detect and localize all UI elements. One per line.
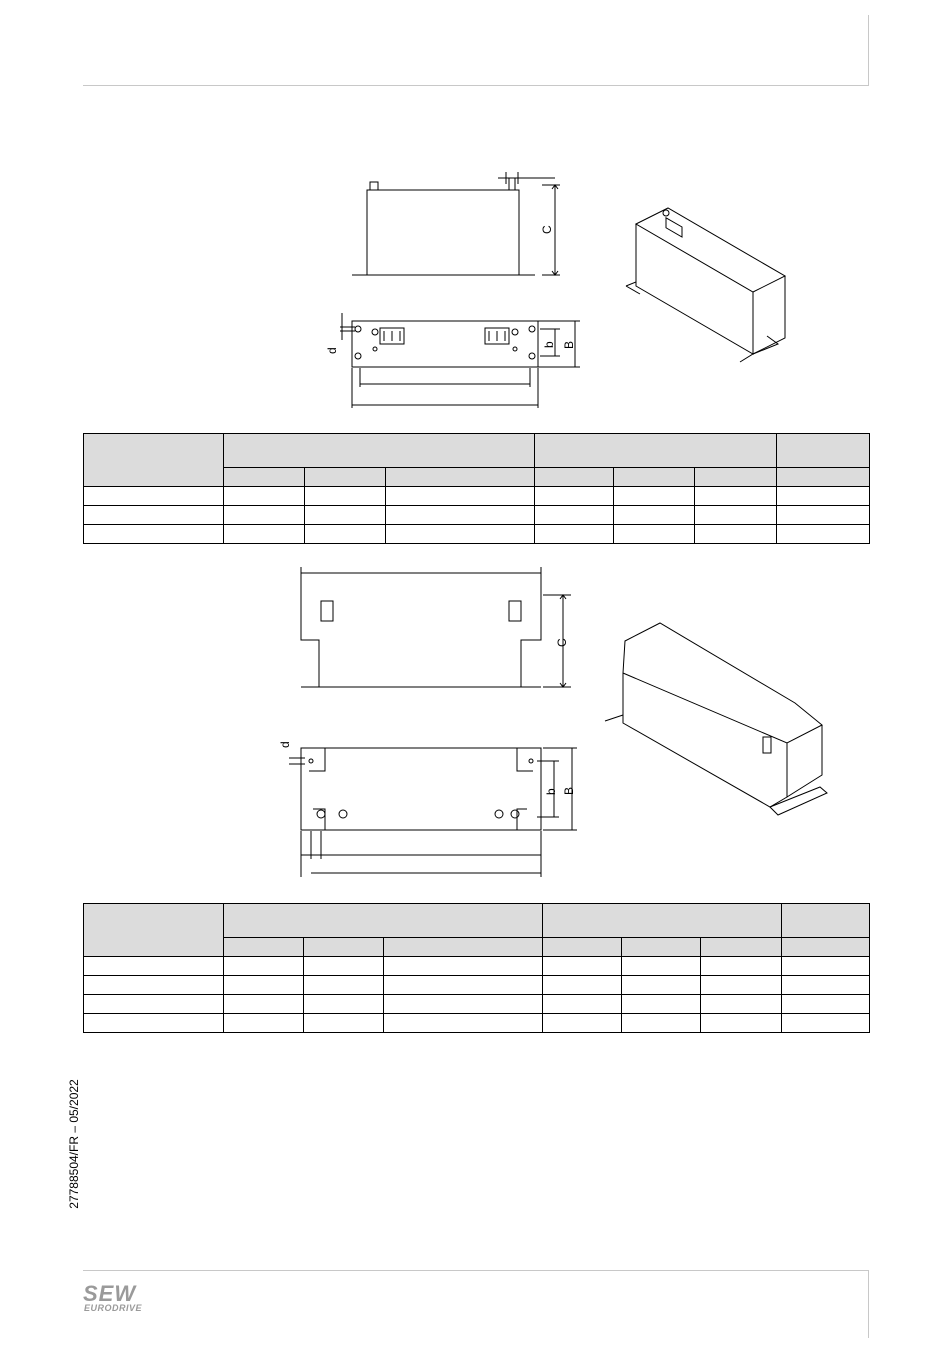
table-row [84,525,870,544]
drawing-1-label-d: d [325,347,339,354]
drawing-2-iso-view [605,623,827,815]
filter-drawing-2 [275,565,840,885]
table-1-header-group-3 [777,434,870,468]
footer-side-rule [868,1270,869,1338]
drawing-1-label-b: b [542,341,556,348]
logo-sub-text: EURODRIVE [84,1303,143,1313]
drawing-2-label-b: b [544,788,558,795]
table-row [84,976,870,995]
table-row [84,487,870,506]
drawing-2-top-view [289,748,577,877]
table-2-header-group-2 [543,904,782,938]
spec-table-2 [83,903,870,1033]
table-1-header-type [84,434,224,487]
sew-eurodrive-logo [83,1283,153,1317]
drawing-2-label-c: C [555,638,569,647]
footer-rule [83,1270,869,1271]
drawing-2-front-view [301,567,571,687]
table-2-header-group-3 [782,904,870,938]
table-1-header-group-1 [224,434,535,468]
table-row [84,957,870,976]
drawing-2-label-bigb: B [562,786,576,795]
drawing-2-label-d: d [278,741,292,748]
spec-table-1 [83,433,870,544]
table-row [84,995,870,1014]
header-rule [83,85,869,86]
logo-main-text: SEW [83,1281,137,1306]
filter-drawing-1 [320,168,800,413]
drawing-1-iso-view [626,208,785,362]
table-2-header-group-1 [224,904,543,938]
table-1-header-group-2 [535,434,777,468]
drawing-1-label-bigb: B [562,340,576,349]
table-row [84,1014,870,1033]
document-code-text: 27788504/FR – 05/2022 [67,1079,81,1209]
document-code [67,1074,81,1214]
table-row [84,506,870,525]
drawing-1-label-c: C [540,225,554,234]
drawing-1-side-view [352,172,560,275]
header-side-rule [868,15,869,85]
drawing-1-top-view [340,313,580,408]
table-2-header-type [84,904,224,957]
